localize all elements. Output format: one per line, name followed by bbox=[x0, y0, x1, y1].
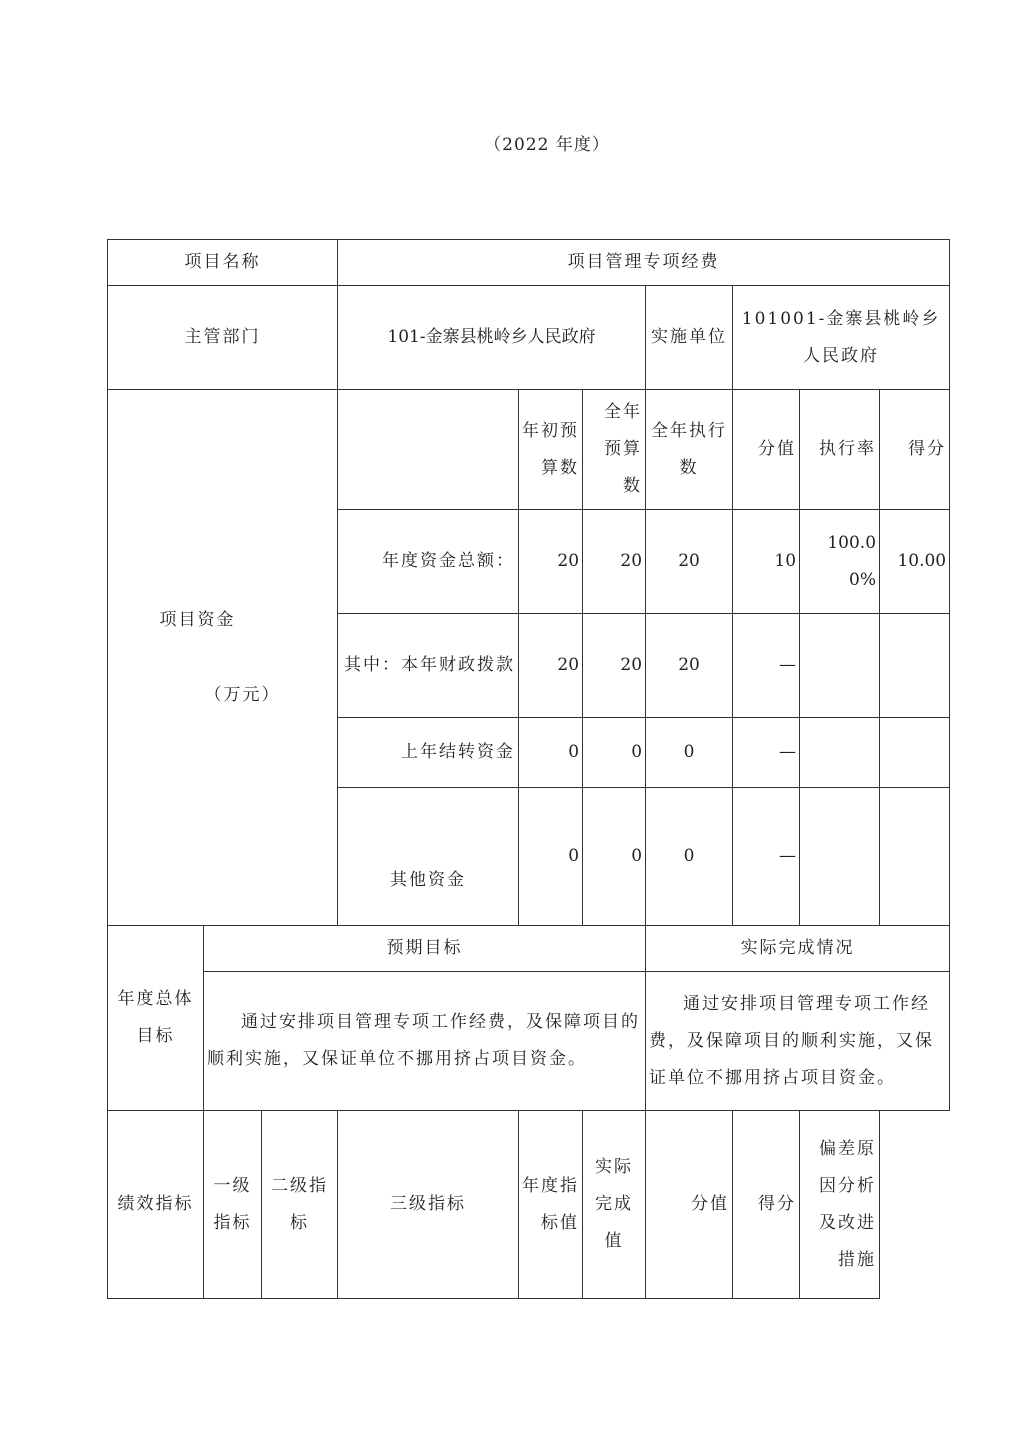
funds-header-score: 得分 bbox=[880, 390, 950, 510]
year-heading: （2022 年度） bbox=[484, 135, 610, 155]
funds-cell: 20 bbox=[519, 510, 583, 614]
indicators-header-score-value: 分值 bbox=[646, 1111, 733, 1299]
funds-cell bbox=[880, 718, 950, 788]
funds-header-exec-rate: 执行率 bbox=[800, 390, 880, 510]
goals-actual-text: 通过安排项目管理专项工作经费，及保障项目的顺利实施，又保证单位不挪用挤占项目资金。 bbox=[646, 972, 950, 1111]
funds-row-label: 年度资金总额： bbox=[338, 510, 519, 614]
funds-cell: — bbox=[733, 718, 800, 788]
indicators-header-deviation: 偏差原因分析及改进措施 bbox=[800, 1111, 880, 1299]
funds-header-annual-budget: 全年预算数 bbox=[583, 390, 646, 510]
funds-cell bbox=[800, 614, 880, 718]
indicators-header-level3: 三级指标 bbox=[338, 1111, 519, 1299]
funds-cell bbox=[880, 788, 950, 926]
funds-cell: — bbox=[733, 614, 800, 718]
funds-cell: 10 bbox=[733, 510, 800, 614]
funds-row-label: 其他资金 bbox=[338, 788, 519, 926]
funds-cell: 0 bbox=[646, 718, 733, 788]
funds-header-initial-budget: 年初预算数 bbox=[519, 390, 583, 510]
funds-cell: 20 bbox=[519, 614, 583, 718]
funds-cell: 20 bbox=[583, 510, 646, 614]
funds-header-executed: 全年执行数 bbox=[646, 390, 733, 510]
funds-row-label: 其中：本年财政拨款 bbox=[338, 614, 519, 718]
indicators-header-level1: 一级指标 bbox=[204, 1111, 262, 1299]
indicators-header-target: 年度指标值 bbox=[519, 1111, 583, 1299]
funds-cell: 0 bbox=[583, 788, 646, 926]
dept-label: 主管部门 bbox=[108, 286, 338, 390]
funds-cell: 100.00% bbox=[800, 510, 880, 614]
project-name-label: 项目名称 bbox=[108, 240, 338, 286]
funds-cell: 10.00 bbox=[880, 510, 950, 614]
goals-expected-text: 通过安排项目管理专项工作经费，及保障项目的顺利实施，又保证单位不挪用挤占项目资金。 bbox=[204, 972, 646, 1111]
impl-value: 101001-金寨县桃岭乡人民政府 bbox=[733, 286, 950, 390]
funds-cell: 20 bbox=[646, 510, 733, 614]
funds-cell bbox=[880, 614, 950, 718]
funds-cell: 20 bbox=[646, 614, 733, 718]
funds-cell: — bbox=[733, 788, 800, 926]
goals-actual-label: 实际完成情况 bbox=[646, 926, 950, 972]
funds-label-cell bbox=[108, 390, 338, 926]
indicators-header-actual: 实际完成值 bbox=[583, 1111, 646, 1299]
indicators-label: 绩效指标 bbox=[108, 1111, 204, 1299]
funds-row-label: 上年结转资金 bbox=[338, 718, 519, 788]
funds-cell: 0 bbox=[583, 718, 646, 788]
goals-expected-label: 预期目标 bbox=[204, 926, 646, 972]
impl-label: 实施单位 bbox=[646, 286, 733, 390]
funds-cell bbox=[800, 788, 880, 926]
funds-cell: 20 bbox=[583, 614, 646, 718]
indicators-header-score: 得分 bbox=[733, 1111, 800, 1299]
funds-unit: （万元） bbox=[204, 684, 281, 705]
performance-table bbox=[107, 239, 950, 1299]
funds-label: 项目资金 bbox=[159, 609, 236, 630]
goals-label: 年度总体目标 bbox=[108, 926, 204, 1111]
dept-value: 101-金寨县桃岭乡人民政府 bbox=[338, 286, 646, 390]
funds-cell: 0 bbox=[646, 788, 733, 926]
project-name-value: 项目管理专项经费 bbox=[338, 240, 950, 286]
funds-cell: 0 bbox=[519, 788, 583, 926]
funds-cell bbox=[800, 718, 880, 788]
funds-header-score-value: 分值 bbox=[733, 390, 800, 510]
funds-cell: 0 bbox=[519, 718, 583, 788]
funds-header-blank bbox=[338, 390, 519, 510]
indicators-header-level2: 二级指标 bbox=[262, 1111, 338, 1299]
